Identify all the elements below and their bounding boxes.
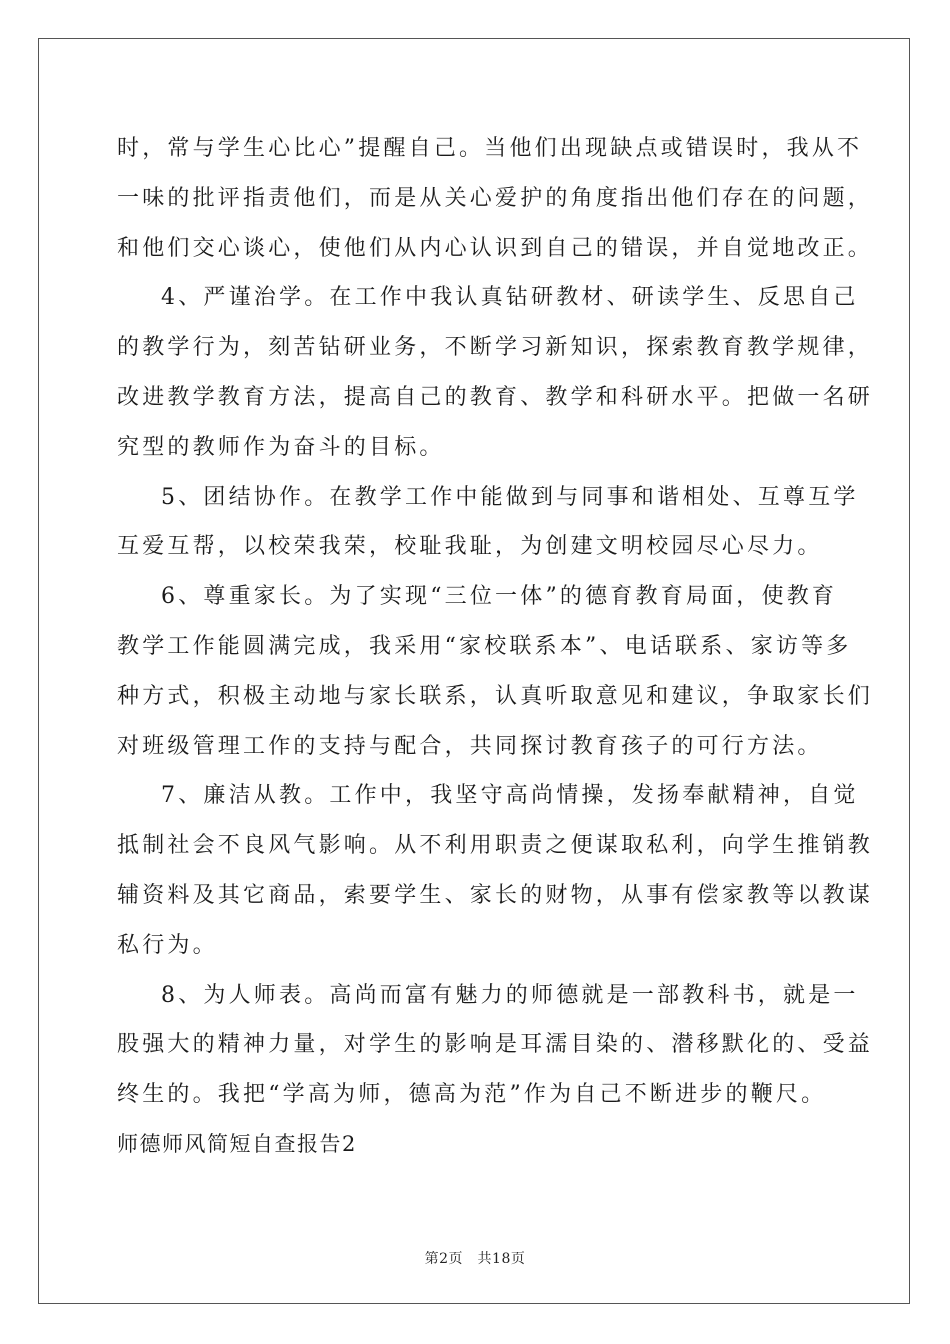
paragraph-4-start: 4、严谨治学。在工作中我认真钻研教材、研读学生、反思自己: [161, 285, 859, 311]
body-line: 时，常与学生心比心”提醒自己。当他们出现缺点或错误时，我从不: [117, 136, 863, 161]
paragraph-5-start: 5、团结协作。在教学工作中能做到与同事和谐相处、互尊互学: [161, 484, 859, 510]
body-line: 一味的批评指责他们，而是从关心爱护的角度指出他们存在的问题，: [117, 185, 874, 211]
paragraph-7-start: 7、廉洁从教。工作中，我坚守高尚情操，发扬奉献精神，自觉: [161, 783, 859, 809]
body-line: 终生的。我把“学高为师，德高为范”作为自己不断进步的鞭尺。: [117, 1082, 827, 1108]
paragraph-8-start: 8、为人师表。高尚而富有魅力的师德就是一部教科书，就是一: [161, 982, 859, 1008]
body-line: 教学工作能圆满完成，我采用“家校联系本”、电话联系、家访等多: [117, 633, 852, 659]
body-line: 抵制社会不良风气影响。从不利用职责之便谋取私利，向学生推销教: [117, 833, 874, 859]
body-line: 究型的教师作为奋斗的目标。: [117, 434, 445, 460]
body-line: 种方式，积极主动地与家长联系，认真听取意见和建议，争取家长们: [117, 683, 874, 709]
body-line: 互爱互帮，以校荣我荣，校耻我耻，为创建文明校园尽心尽力。: [117, 534, 823, 560]
body-line: 对班级管理工作的支持与配合，共同探讨教育孩子的可行方法。: [117, 733, 823, 759]
document-body: [117, 124, 874, 1170]
body-line: 股强大的精神力量，对学生的影响是耳濡目染的、潜移默化的、受益: [117, 1032, 874, 1058]
section-subtitle: 师德师风简短自查报告2: [117, 1131, 357, 1156]
body-line: 改进教学教育方法，提高自己的教育、教学和科研水平。把做一名研: [117, 384, 874, 410]
body-line: 私行为。: [117, 932, 218, 958]
paragraph-6-start: 6、尊重家长。为了实现“三位一体”的德育教育局面，使教育: [161, 584, 838, 610]
body-line: 的教学行为，刻苦钻研业务，不断学习新知识，探索教育教学规律，: [117, 335, 874, 361]
body-line: 辅资料及其它商品，索要学生、家长的财物，从事有偿家教等以教谋: [117, 882, 874, 908]
body-line: 和他们交心谈心，使他们从内心认识到自己的错误，并自觉地改正。: [117, 235, 874, 261]
page-number-footer: 第2页 共18页: [424, 1251, 526, 1267]
